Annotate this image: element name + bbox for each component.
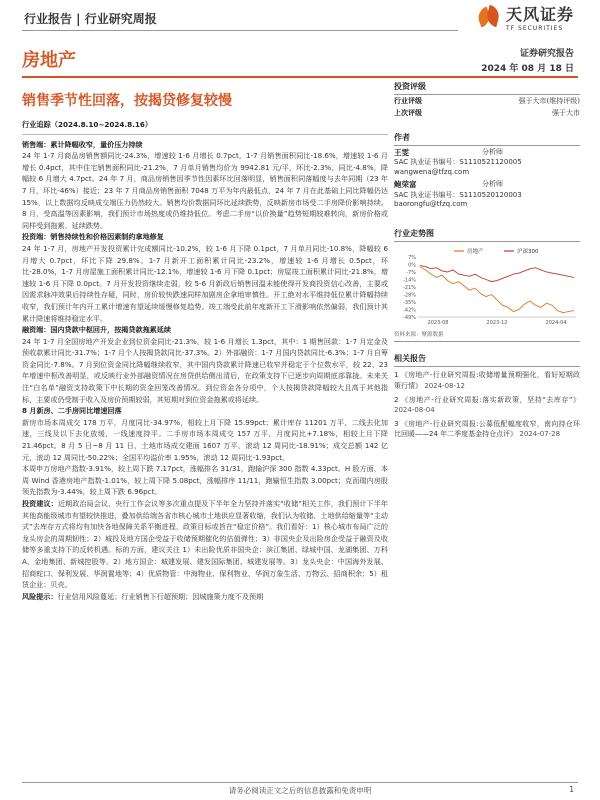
- industry-title: 房地产: [22, 50, 76, 71]
- paragraph: [22, 417, 388, 463]
- author-email[interactable]: baorongfu@tfzq.com: [394, 200, 468, 209]
- related-title: 相关报告: [394, 350, 580, 367]
- related-report[interactable]: 3 《房地产-行业研究周报:公募低配幅度收窄，南向持仓环比回暖——24 年二季度基金持仓点评》 2024-07-28: [394, 419, 580, 439]
- report-date: 2024 年 08 月 18 日: [481, 64, 574, 74]
- related-report[interactable]: 1 《房地产-行业研究周报:收储增量预期强化，看好短期政策行情》 2024-08-12: [394, 371, 580, 391]
- paragraph: [22, 336, 388, 406]
- author-name: 鲍荣富: [394, 180, 417, 190]
- chart-divider: [394, 341, 580, 342]
- industry-trend-chart: [394, 245, 580, 329]
- main-content: [22, 119, 388, 602]
- y-tick-label: -14%: [403, 277, 416, 284]
- report-type: 证券研究报告: [519, 49, 574, 59]
- report-subtitle: 销售季节性回落，按揭贷修复较慢: [22, 93, 232, 109]
- author-cert: SAC 执业证书编号：S1110521120005: [394, 158, 522, 167]
- header-divider: [22, 30, 458, 31]
- keyword: 投资端：销售持续性和价格因素制约拿地修复: [22, 232, 164, 242]
- related-report[interactable]: 2 《房地产-行业研究周报:落实新政策，坚持“去库存”》 2024-08-04: [394, 395, 580, 415]
- paragraph-text: 24 年 1-7 月全国房地产开发企业到位资金同比-21.3%，较 1-6 月增长 1.3pct，其中：1 期售回款：1-7 月定金及预收款累计同比-31.7%；1-7 月个人按揭贷款同比-37.3%。2）外部融资：1-7 月国内贷款同比-6.3%；1-7 月自筹资金同比-7.8%。7 月到位资金同比降幅继续收窄，其中国内贷款累计降速已收窄并稳定于个位数水平，较 22、23 年增速中枢改善明显，或反映行业外部融资情况在房贷供给侧出清后，在政策支持下已逐步向周期底部靠拢。未来关注“白名单”融资支持政策下中长期的资金回笼改善情况。到位资金各分项中，个人按揭贷款降幅较大且高于其他指标，主要或仍受制于收入及房价预期较弱，其短期对到位资金拖累或将延续。: [22, 336, 388, 404]
- x-tick-label: 2024-04: [545, 320, 567, 327]
- y-tick-label: -49%: [403, 315, 416, 322]
- paragraph-text: 近期政治局会议、央行工作会议等多次重点提及下半年全力坚持并落实“收储”相关工作，我们预计下半年其他高能级城市有望较快推进，叠加供给端各省市核心城市土地供应显著收缩，我们认为收储、土地供给缩量等“主动式”去库存方式将均有加快各地保障关系平衡进程，政策目标或旨在“稳定价格”。我们看好：1）核心城市布局广泛的龙头房企的周期韧性；2）城投及地方国企受益于收储预期催化的估值弹性；3）非国央企及出险房企受益于融资及收储等多重支持下的反转机遇。标的方面，建议关注 1）未出险优质非国央企：滨江集团、绿城中国、龙湖集团、万科 A、金地集团、新城控股等。2）地方国企：城建发展、建发国际集团、城建发展等。3）龙头央企：中国海外发展、招商蛇口、保利发展、华润置地等；4）优质物管：中海物业、保利物业、华润万象生活、万物云、招商积余；5）租赁企业：贝壳。: [22, 499, 388, 590]
- author-1: [394, 148, 580, 177]
- x-tick-label: 2023-12: [486, 320, 508, 327]
- rating-row: [394, 95, 580, 107]
- y-tick-label: -21%: [403, 285, 416, 292]
- paragraph: [22, 463, 388, 498]
- y-tick-label: 7%: [408, 255, 416, 262]
- author-role: 分析师: [482, 180, 503, 189]
- keyword: 销售端：累计降幅收窄，量价压力持续: [22, 139, 143, 149]
- logo: [476, 2, 574, 32]
- section-heading: [22, 324, 388, 336]
- paragraphs: [22, 139, 388, 603]
- trend-chart-svg: [394, 245, 580, 329]
- rating-value: 强于大市(维持评级): [518, 97, 580, 105]
- footer-disclaimer: 请务必阅读正文之后的信息披露和免责申明: [228, 786, 372, 795]
- paragraph: [22, 498, 388, 591]
- section-heading: [22, 405, 388, 417]
- paragraph: [22, 591, 388, 603]
- y-tick-label: -42%: [403, 307, 416, 314]
- author-name: 王雯: [394, 148, 409, 157]
- author-role: 分析师: [482, 148, 503, 156]
- y-tick-label: -28%: [403, 292, 416, 299]
- rating-label: 行业评级: [394, 97, 422, 105]
- paragraph-text: 24 年 1-7 月，房地产开发投资累计完成额同比-10.2%，较 1-6 月下降 0.1pct，7 月单月同比-10.8%，降幅较 6 月增大 0.7pct，环比下降 29.8%。1-7 月新开工面积累计同比-23.2%，增速较 1-6 月增长 0.5pct，环比-28.0%，1-7 月房屋施工面积累计同比-12.1%，增速较 1-6 月下降 0.1pct；房屋竣工面积累计同比-21.8%，增速较 1-6 月下降 0.0pct。7 月开发投资继续走弱，较 5-6 月新政后销售回温未能使得开发商投资信心改善，主要或因需求脉冲效果后持续性存疑，同时，房价较快跌速同样加剧房企拿地审慎性。开工绝对水平维持低位累计降幅持续收窄，我们预计年内开工累计增速有望延续缓慢修复趋势。竣工端受此前年度新开工下滑影响依然偏弱，我们预计其累计降速将维持稳定水平。: [22, 243, 388, 323]
- keyword: 风险提示：: [22, 591, 58, 601]
- prev-rating-row: [394, 107, 580, 119]
- y-tick-label: -35%: [403, 300, 416, 307]
- chart-source: 资料来源：聚源数据: [394, 332, 444, 339]
- logo-cn: 天风证券: [505, 5, 574, 24]
- paragraph-text: 行业信用风险蔓延；行业销售下行超预期；因城施策力度不及预期: [57, 591, 264, 601]
- author-cert: SAC 执业证书编号：S1110520120003: [394, 190, 522, 199]
- tracking-period: 行业追踪（2024.8.10~2024.8.16）: [22, 119, 388, 135]
- paragraph-text: 新房市场本周成交 178 万平，月度同比-34.97%，相较上月下降 15.99pct；累计库存 11201 万平，二线去化加速，三线及以下去化放缓，一线速度持平。二手房市场本周成交 157 万平，月度同比+7.18%，相较上月下降 21.46pct。8 月 5 日~8 月 11 日，土地市场成交建面 1607 万平，滚动 12 周同比-18.91%；成交总额 142 亿元，滚动 12 周同比-50.22%；全国平均溢价率 1.95%，滚动 12 周同比-1.93pct。: [22, 417, 388, 462]
- paragraph-text: 24 年 1-7 月商品房销售额同比-24.3%，增速较 1-6 月增长 0.7pct，1-7 月销售面积同比-18.6%，增速较 1-6 月增长 0.4pct，其中住宅销售面积同比-21.2%，7 月单月销售均价为 9942.81 元/平，环比-2.3%，同比-4.8%，降幅较 6 月增大 4.7pct。24 年 7 月，商品房销售因季节性因素环比回落明显，销售面积同落幅度与去年同期（23 年 7 月，环比-46%）接近；23 年 7 月商品房销售面积 7048 万平为年内最低点，24 年 7 月在此基础上同比降幅仍达 15%，以上数据均反映成交端压力仍然较大。销售均价数据同环比延续跌势，反映新房市场受二手房降价影响持续。8 月，受高温等因素影响，我们预计市场热度或仍维持低位。考虑二手房“以价换量”趋势短期较难转向，新房价格或同样受到拖累、延续跌势。: [22, 151, 388, 230]
- logo-en: TF SECURITIES: [505, 25, 564, 32]
- y-tick-label: -7%: [406, 270, 416, 277]
- legend-label: 房地产: [467, 249, 484, 256]
- author-email[interactable]: wangwena@tfzq.com: [394, 167, 470, 176]
- leaf-logo-icon: [476, 4, 502, 30]
- paragraph: [22, 243, 388, 324]
- series-line: [420, 266, 574, 282]
- section-heading: [22, 139, 388, 151]
- footer-divider: [22, 782, 578, 783]
- y-tick-label: 0%: [408, 262, 416, 269]
- paragraph-text: 本周申万房地产指数-3.91%，较上周下跌 7.17pct，涨幅排名 31/31，跑输沪深 300 指数 4.33pct。H 股方面，本周 Wind 香港房地产指数-1.01%，较上周下降 5.08pct，涨幅排序 11/11，跑输恒生指数 3.00pct；克而瑞内房股领先指数为-3.44%，较上周下跌 6.96pct。: [22, 464, 388, 497]
- paragraph: [22, 150, 388, 231]
- report-category: 行业报告 | 行业研究周报: [24, 12, 157, 26]
- rating-title: 投资评级: [394, 78, 580, 95]
- x-tick-label: 2023-08: [427, 320, 449, 327]
- page-number: 1: [569, 785, 574, 794]
- sidebar: [394, 78, 580, 440]
- prev-rating-value: 强于大市: [552, 109, 580, 117]
- keyword: 融资端：国内贷款中枢回升，按揭贷款拖累延续: [22, 325, 171, 335]
- legend-label: 沪深300: [517, 249, 539, 256]
- prev-rating-label: 上次评级: [394, 109, 422, 117]
- keyword: 投资建议：: [22, 499, 58, 508]
- author-2: [394, 180, 580, 209]
- chart-title: 行业走势图: [394, 225, 580, 242]
- authors-title: 作者: [394, 129, 580, 146]
- series-line: [420, 267, 574, 313]
- keyword: 8 月新房、二手房同比增速回落: [22, 406, 122, 416]
- section-heading: [22, 231, 388, 243]
